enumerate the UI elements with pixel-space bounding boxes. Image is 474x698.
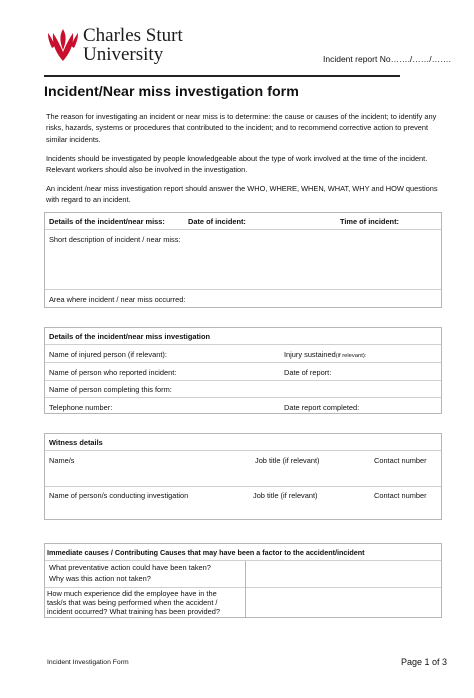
short-description-label: Short description of incident / near miss: [49, 235, 181, 244]
logo-line-2: University [83, 44, 164, 65]
area-occurred-field[interactable] [45, 290, 441, 307]
causes-box [44, 543, 442, 618]
logo-line-1: Charles Sturt [83, 25, 183, 46]
page-title: Incident/Near miss investigation form [44, 84, 299, 100]
witness-header-row [45, 434, 441, 451]
injury-sustained-label: Injury sustained(if relevant): [284, 350, 367, 359]
telephone-row[interactable] [45, 398, 441, 414]
injured-person-label: Name of injured person (if relevant): [49, 350, 167, 359]
time-of-incident-field[interactable]: Time of incident: [340, 217, 399, 226]
intro-paragraph-3: An incident /near miss investigation report should answer the WHO, WHERE, WHEN, WHAT, WHY and HOW questions with regard to an incident. [46, 184, 438, 205]
incident-report-number: Incident report No……./……/……. [323, 54, 452, 64]
experience-training-row[interactable] [45, 588, 441, 618]
injured-person-row[interactable] [45, 345, 441, 363]
area-occurred-label: Area where incident / near miss occurred: [49, 295, 186, 304]
intro-paragraph-2: Incidents should be investigated by people knowledgeable about the type of work involved at the time of the incident. Relevant workers should also be involved in the investigation. [46, 154, 428, 175]
reporter-row[interactable] [45, 363, 441, 381]
footer-page-number: Page 1 of 3 [401, 657, 448, 667]
waratah-logo-icon [48, 28, 78, 62]
intro-paragraph-1: The reason for investigating an incident or near miss is to determine: the cause or causes of the incident; to identify any risks, hazards, systems or procedures that contributed to the incident; and to recommend corrective action to prevent similar incidents. [46, 112, 437, 144]
witness-names-label: Name/s [49, 456, 75, 465]
reporter-label: Name of person who reported incident: [49, 368, 177, 377]
witness-contact-label: Contact number [374, 456, 427, 465]
incident-details-box [44, 212, 442, 308]
preventative-action-row[interactable] [45, 561, 441, 588]
causes-header-row [45, 544, 441, 561]
completer-label: Name of person completing this form: [49, 385, 172, 394]
causes-column-divider [245, 561, 246, 618]
experience-q-line-3: incident occurred? What training has been provided? [47, 607, 220, 616]
experience-q-line-1: How much experience did the employee have in the [47, 589, 217, 598]
investigator-label: Name of person/s conducting investigation [49, 491, 189, 500]
incident-details-header-row [45, 213, 441, 230]
witness-heading: Witness details [49, 438, 103, 447]
causes-heading: Immediate causes / Contributing Causes that may have been a factor to the accident/incident [47, 548, 365, 557]
investigation-details-box [44, 327, 442, 414]
investigator-job-title-label: Job title (if relevant) [253, 491, 318, 500]
date-of-report-label: Date of report: [284, 368, 332, 377]
preventative-action-q1: What preventative action could have been taken? [49, 563, 211, 572]
investigation-heading: Details of the incident/near miss investigation [49, 332, 210, 341]
date-of-incident-field[interactable]: Date of incident: [188, 217, 246, 226]
investigation-header-row [45, 328, 441, 345]
witness-names-row[interactable] [45, 451, 441, 487]
investigator-contact-label: Contact number [374, 491, 427, 500]
investigator-row[interactable] [45, 487, 441, 519]
witness-job-title-label: Job title (if relevant) [255, 456, 320, 465]
short-description-field[interactable] [45, 230, 441, 290]
completer-row[interactable] [45, 381, 441, 398]
university-logo [48, 26, 208, 66]
experience-q-line-2: task/s that was being performed when the accident / [47, 598, 218, 607]
date-completed-label: Date report completed: [284, 403, 360, 412]
witness-details-box [44, 433, 442, 520]
incident-details-label: Details of the incident/near miss: [49, 217, 165, 226]
telephone-label: Telephone number: [49, 403, 113, 412]
preventative-action-q2: Why was this action not taken? [49, 574, 151, 583]
footer-form-name: Incident Investigation Form [47, 659, 129, 666]
header-rule [44, 75, 400, 77]
